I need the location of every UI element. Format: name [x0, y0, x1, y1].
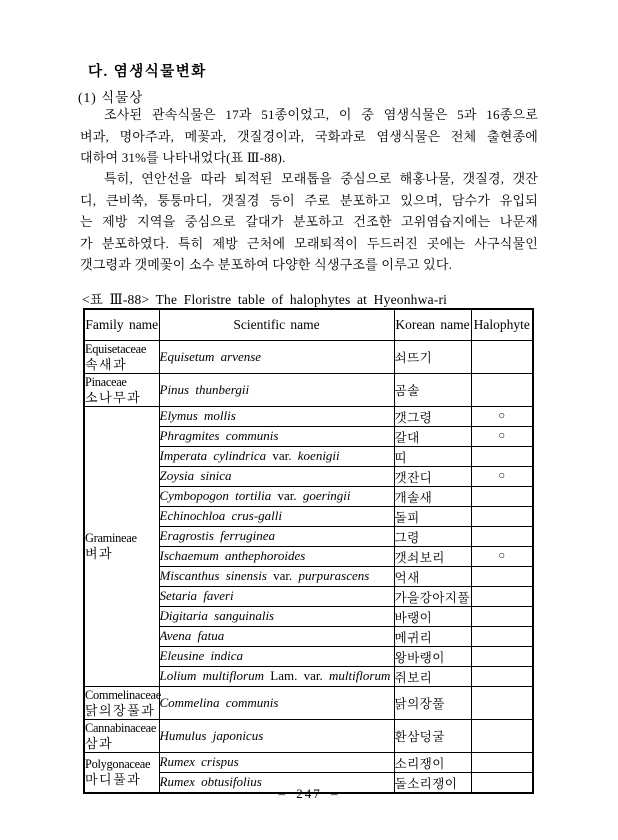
scientific-name-token: Imperata: [159, 448, 208, 463]
halophyte-cell: [471, 373, 533, 406]
korean-name-cell: 곰솔: [394, 373, 471, 406]
halophyte-cell: [471, 566, 533, 586]
table-row: [84, 373, 533, 406]
family-latin-name: Cannabinaceae: [85, 720, 157, 735]
scientific-name-token: Rumex: [159, 774, 195, 789]
scientific-name-token: japonicus: [212, 727, 264, 743]
scientific-name-cell: [159, 506, 394, 526]
table-caption: <표 Ⅲ-88> The Floristre table of halophytes at Hyeonhwa-ri: [82, 292, 448, 307]
table-row: [84, 686, 533, 719]
halophyte-cell: [471, 486, 533, 506]
table-row: [84, 340, 533, 373]
korean-name-cell: 돌피: [394, 506, 471, 526]
scientific-name-token: Setaria: [159, 588, 198, 603]
korean-name-cell: 돌소리쟁이: [394, 772, 471, 793]
scientific-name-cell: [159, 446, 394, 466]
scientific-name-token: sinica: [200, 468, 232, 483]
korean-name-cell: 쥐보리: [394, 666, 471, 686]
korean-name-cell: 갯잔디: [394, 466, 471, 486]
family-latin-name: Gramineae: [85, 531, 137, 545]
korean-name-cell: 갯그령: [394, 406, 471, 426]
scientific-name-token: var.: [303, 668, 323, 683]
text-line: 벼과, 명아주과, 메꽃과, 갯질경이과, 국화과로 염생식물은 전체 출현종에: [80, 128, 538, 144]
scientific-name-cell: [159, 406, 394, 426]
scientific-name-cell: [159, 752, 394, 772]
scientific-name-token: faveri: [203, 588, 234, 603]
family-cell: [84, 719, 159, 752]
family-cell: [84, 686, 159, 719]
scientific-name-token: anthephoroides: [224, 548, 306, 563]
halophyte-cell: [471, 586, 533, 606]
korean-name-cell: 닭의장풀: [394, 686, 471, 719]
scientific-name-token: Lam.: [270, 668, 298, 683]
column-header-halophyte: Halophyte: [471, 309, 533, 340]
family-korean-name: 속새과: [85, 356, 128, 372]
text-line: 조사된 관속식물은 17과 51종이었고, 이 중 염생식물은 5과 16종으로: [104, 107, 538, 122]
scientific-name-token: goeringii: [302, 488, 351, 503]
text-line: 대하여 31%를 나타내었다(표 Ⅲ-88).: [80, 150, 286, 165]
scientific-name-token: indica: [210, 648, 244, 663]
halophyte-cell: [471, 606, 533, 626]
halophyte-cell: [471, 526, 533, 546]
column-header-family-name: Family name: [84, 309, 159, 340]
halophyte-cell: [471, 506, 533, 526]
korean-name-cell: 갈대: [394, 426, 471, 446]
paragraph-flora-summary: [80, 104, 538, 169]
page-number: – 247 –: [278, 786, 340, 801]
halophyte-cell: [471, 340, 533, 373]
family-korean-name: 벼과: [85, 546, 114, 561]
scientific-name-token: Miscanthus: [159, 568, 220, 583]
section-heading: 다. 염생식물변화: [88, 64, 207, 80]
scientific-name-cell: [159, 606, 394, 626]
family-latin-name: Pinaceae: [85, 374, 127, 389]
scientific-name-cell: [159, 426, 394, 446]
scientific-name-token: obtusifolius: [201, 774, 262, 789]
korean-name-cell: 개솔새: [394, 486, 471, 506]
family-korean-name: 삼과: [85, 735, 114, 751]
halophyte-table: [83, 308, 534, 794]
family-latin-name: Commelinaceae: [85, 687, 161, 702]
halophyte-cell: [471, 686, 533, 719]
table-body: [84, 340, 533, 793]
scientific-name-token: Eragrostis: [159, 528, 214, 543]
scientific-name-token: tortilia: [235, 488, 272, 503]
scientific-name-token: Cymbopogon: [159, 488, 229, 503]
scientific-name-token: thunbergii: [195, 381, 250, 397]
text-line: 디, 큰비쑥, 퉁퉁마디, 갯질경 등이 주로 분포하고 있으며, 담수가 유입되: [80, 192, 538, 208]
family-korean-name: 마디풀과: [85, 772, 142, 787]
scientific-name-token: arvense: [220, 348, 262, 364]
halophyte-cell: ○: [471, 466, 533, 486]
scientific-name-cell: [159, 466, 394, 486]
scientific-name-token: multiflorum: [202, 668, 264, 683]
scientific-name-token: cylindrica: [213, 448, 267, 463]
family-korean-name: 닭의장풀과: [85, 702, 156, 718]
scientific-name-token: Ischaemum: [159, 548, 219, 563]
korean-name-cell: 바랭이: [394, 606, 471, 626]
halophyte-cell: [471, 719, 533, 752]
halophyte-cell: [471, 626, 533, 646]
scientific-name-cell: [159, 373, 394, 406]
scientific-name-cell: [159, 566, 394, 586]
halophyte-cell: ○: [471, 426, 533, 446]
korean-name-cell: 가을강아지풀: [394, 586, 471, 606]
family-latin-name: Polygonaceae: [85, 757, 151, 771]
scientific-name-token: Digitaria: [159, 608, 208, 623]
column-header-scientific-name: Scientific name: [159, 309, 394, 340]
korean-name-cell: 메귀리: [394, 626, 471, 646]
family-cell: [84, 340, 159, 373]
scientific-name-token: Humulus: [159, 727, 207, 743]
family-cell: [84, 373, 159, 406]
family-latin-name: Equisetaceae: [85, 341, 147, 356]
scientific-name-token: Rumex: [159, 754, 195, 769]
scientific-name-token: sinensis: [225, 568, 267, 583]
scientific-name-cell: [159, 626, 394, 646]
scientific-name-token: mollis: [204, 408, 236, 423]
scientific-name-cell: [159, 546, 394, 566]
halophyte-cell: [471, 646, 533, 666]
halophyte-cell: ○: [471, 406, 533, 426]
scientific-name-cell: [159, 526, 394, 546]
header-row: [84, 309, 533, 340]
subsection-heading: (1) 식물상: [78, 90, 144, 105]
scientific-name-token: var.: [273, 568, 293, 583]
scientific-name-token: purpurascens: [298, 568, 370, 583]
column-header-korean-name: Korean name: [394, 309, 471, 340]
scientific-name-token: crispus: [201, 754, 239, 769]
text-line: 는 제방 지역을 중심으로 갈대가 분포하고 건조한 고위염습지에는 나문재: [80, 214, 538, 229]
scientific-name-cell: [159, 340, 394, 373]
korean-name-cell: 띠: [394, 446, 471, 466]
scientific-name-token: Phragmites: [159, 428, 220, 443]
scientific-name-cell: [159, 666, 394, 686]
scientific-name-cell: [159, 486, 394, 506]
korean-name-cell: 억새: [394, 566, 471, 586]
text-line: 특히, 연안선을 따라 퇴적된 모래톱을 중심으로 해홍나물, 갯질경, 갯잔: [104, 171, 538, 186]
korean-name-cell: 갯쇠보리: [394, 546, 471, 566]
scientific-name-token: sanguinalis: [214, 608, 275, 623]
scientific-name-token: Zoysia: [159, 468, 195, 483]
scientific-name-token: Elymus: [159, 408, 198, 423]
scientific-name-token: multiflorum: [328, 668, 391, 683]
scientific-name-token: communis: [225, 428, 279, 443]
scientific-name-token: Pinus: [159, 381, 190, 397]
scientific-name-token: Lolium: [159, 668, 197, 683]
table-row: [84, 752, 533, 772]
halophyte-cell: [471, 446, 533, 466]
text-line: 갯그령과 갯메꽃이 소수 분포하여 다양한 식생구조를 이루고 있다.: [80, 257, 453, 272]
scientific-name-token: crus-galli: [231, 508, 283, 523]
paragraph-distribution: [80, 168, 538, 276]
scientific-name-token: ferruginea: [220, 528, 276, 543]
korean-name-cell: 쇠뜨기: [394, 340, 471, 373]
table-row: [84, 719, 533, 752]
halophyte-cell: ○: [471, 546, 533, 566]
scientific-name-token: koenigii: [297, 448, 340, 463]
scientific-name-token: Eleusine: [159, 648, 205, 663]
table-row: [84, 406, 533, 426]
scientific-name-cell: [159, 646, 394, 666]
scientific-name-token: Commelina: [159, 694, 220, 710]
scientific-name-token: Echinochloa: [159, 508, 226, 523]
korean-name-cell: 환삼덩굴: [394, 719, 471, 752]
scientific-name-cell: [159, 719, 394, 752]
scientific-name-token: Equisetum: [159, 348, 215, 364]
family-korean-name: 소나무과: [85, 389, 142, 405]
korean-name-cell: 그령: [394, 526, 471, 546]
korean-name-cell: 소리쟁이: [394, 752, 471, 772]
scientific-name-token: Avena: [159, 628, 192, 643]
scientific-name-cell: [159, 686, 394, 719]
halophyte-cell: [471, 752, 533, 772]
text-line: 가 분포하였다. 특히 제방 근처에 모래퇴적이 두드러진 곳에는 사구식물인: [80, 235, 538, 251]
scientific-name-cell: [159, 586, 394, 606]
scientific-name-token: communis: [225, 694, 279, 710]
family-cell: [84, 406, 159, 686]
scientific-name-token: var.: [272, 448, 292, 463]
korean-name-cell: 왕바랭이: [394, 646, 471, 666]
halophyte-cell: [471, 666, 533, 686]
scientific-name-token: var.: [277, 488, 297, 503]
scientific-name-token: fatua: [197, 628, 225, 643]
